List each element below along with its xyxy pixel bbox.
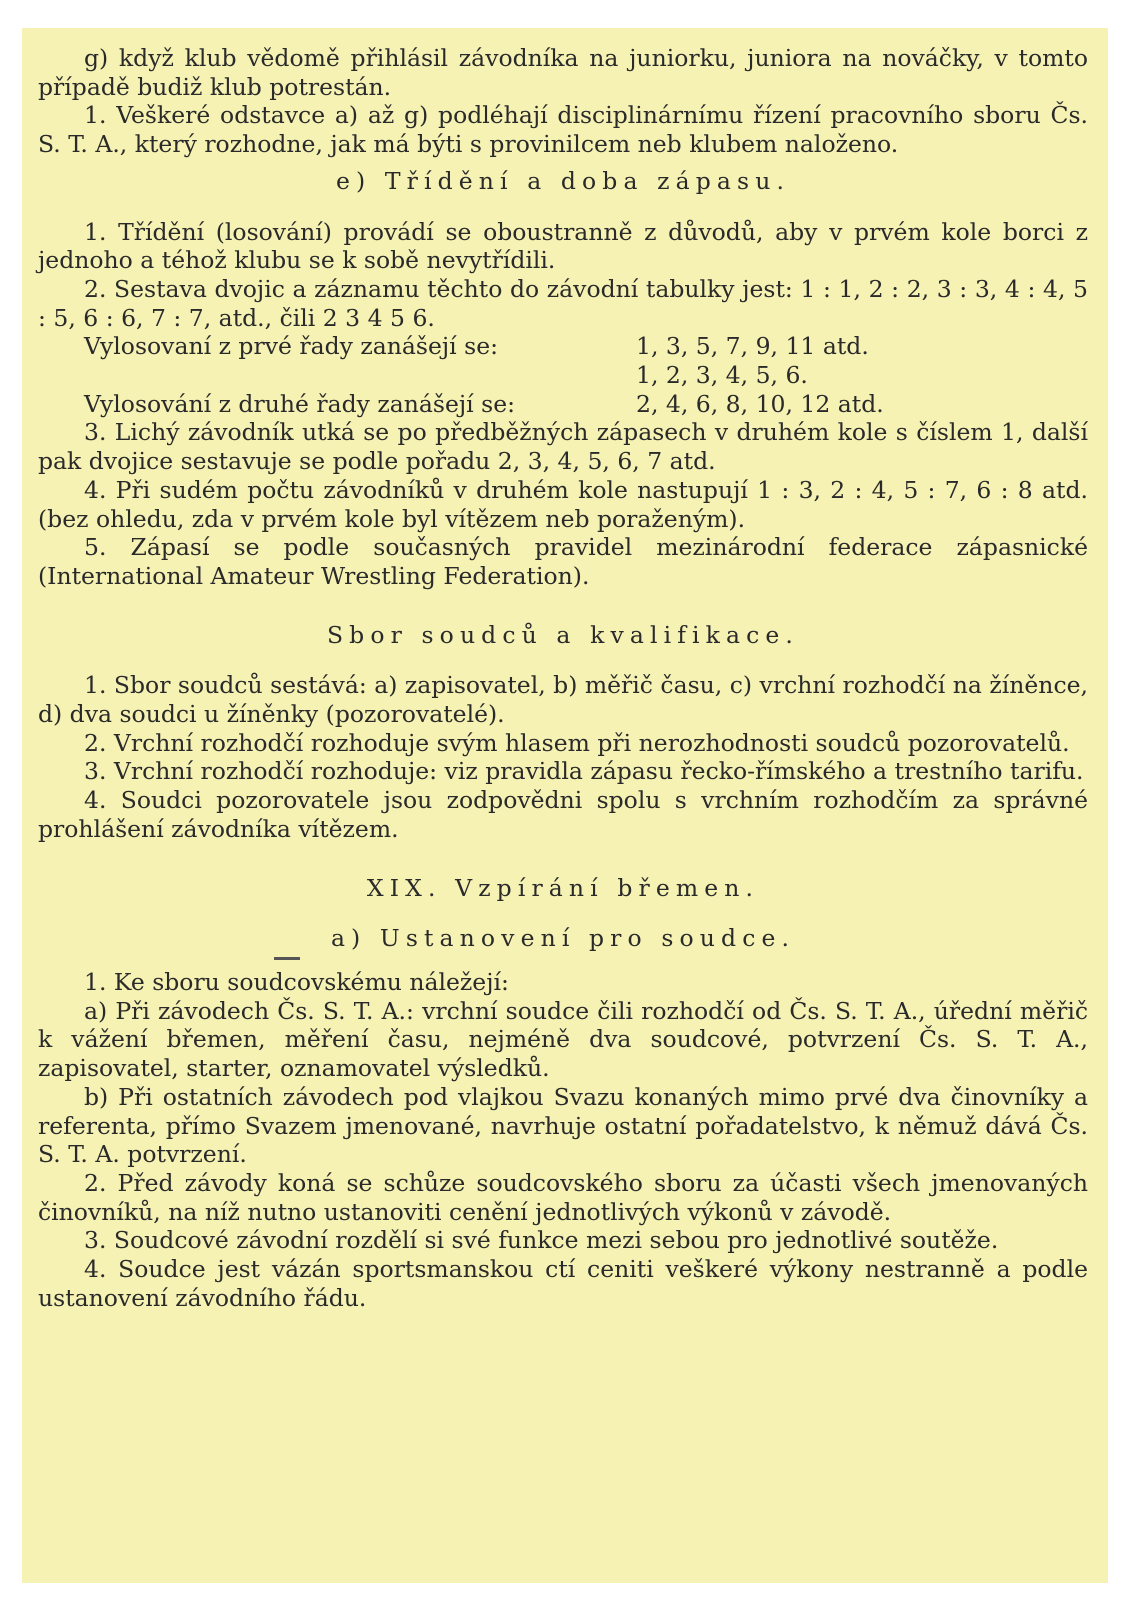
paragraph-sbor-3: 3. Vrchní rozhodčí rozhoduje: viz pravidla zápasu řecko-římského a trestního tarifu.: [84, 757, 1084, 786]
paragraph-trideni-4: 4. Při sudém počtu závodníků v druhém kole nastupují 1 : 3, 2 : 4, 5 : 7, 6 : 8 atd. (bez ohledu, zda v prvém kole byl vítězem neb poraženým).: [38, 475, 1088, 533]
paragraph-ustanoveni-2: 2. Před závody koná se schůze soudcovského sboru za účasti všech jmenovaných činovníků, na níž nutno ustanoviti cenění jednotlivých výkonů v závodě.: [38, 1168, 1088, 1226]
paragraph-trideni-2: 2. Sestava dvojic a záznamu těchto do závodní tabulky jest: 1 : 1, 2 : 2, 3 : 3, 4 : 4, 5 : 5, 6 : 6, 7 : 7, atd., čili 2 3 4 5 6.: [38, 274, 1088, 332]
paragraph-trideni-3: 3. Lichý závodník utká se po předběžných zápasech v druhém kole s číslem 1, další pak dvojice sestavuje se podle pořadu 2, 3, 4, 5, 6, 7 atd.: [38, 418, 1088, 476]
losovani-middle-value: 1, 2, 3, 4, 5, 6.: [636, 361, 808, 390]
losovani-row-first: [38, 332, 1088, 361]
paragraph-trideni-1: 1. Třídění (losování) provádí se oboustranně z důvodů, aby v prvém kole borci z jednoho a téhož klubu se k sobě nevytřídili.: [38, 217, 1088, 275]
section-heading-trideni: e) Třídění a doba zápasu.: [335, 166, 791, 195]
paragraph-ustanoveni-a: a) Při závodech Čs. S. T. A.: vrchní soudce čili rozhodčí od Čs. S. T. A., úřední měřič k vážení břemen, měření času, nejméně dva soudcové, potvrzení Čs. S. T. A., zapisovatel, starter, oznamovatel výsledků.: [38, 996, 1088, 1083]
paragraph-sbor-4: 4. Soudci pozorovatele jsou zodpovědni spolu s vrchním rozhodčím za správné prohlášení závodníka vítězem.: [38, 786, 1088, 843]
losovani-row-second: [38, 390, 1088, 419]
paragraph-sbor-1: 1. Sbor soudců sestává: a) zapisovatel, b) měřič času, c) vrchní rozhodčí na žíněnce, d) dva soudci u žíněnky (pozorovatelé).: [38, 671, 1088, 729]
document-page: [22, 28, 1108, 1583]
losovani-first-label: Vylosovaní z prvé řady zanášejí se:: [84, 332, 499, 361]
paragraph-ustanoveni-4: 4. Soudce jest vázán sportsmanskou ctí ceniti veškeré výkony nestranně a podle ustanovení závodního řádu.: [38, 1255, 1088, 1312]
paragraph-ustanoveni-1: 1. Ke sboru soudcovskému náležejí:: [84, 967, 509, 996]
paragraph-ustanoveni-3: 3. Soudcové závodní rozdělí si své funkce mezi sebou pro jednotlivé soutěže.: [84, 1226, 999, 1255]
paragraph-ustanoveni-b: b) Při ostatních závodech pod vlajkou Svazu konaných mimo prvé dva činovníky a referenta, přímo Svazem jmenované, navrhuje ostatní pořadatelstvo, k němuž dává Čs. S. T. A. potvrzení.: [38, 1082, 1088, 1169]
paragraph-disciplinary: 1. Veškeré odstavce a) až g) podléhají disciplinárnímu řízení pracovního sboru Čs. S. T. A., který rozhodne, jak má býti s provinilcem neb klubem naloženo.: [38, 101, 1088, 159]
losovani-first-value: 1, 3, 5, 7, 9, 11 atd.: [636, 332, 869, 361]
section-heading-ustanoveni: a) Ustanovení pro soudce.: [330, 924, 796, 953]
losovani-row-middle: [38, 361, 1088, 390]
paragraph-sbor-2: 2. Vrchní rozhodčí rozhoduje svým hlasem při nerozhodnosti soudců pozorovatelů.: [84, 728, 1070, 757]
section-heading-sbor: Sbor soudců a kvalifikace.: [326, 620, 800, 649]
paragraph-g: g) když klub vědomě přihlásil závodníka na juniorku, juniora na nováčky, v tomto případě budiž klub potrestán.: [38, 44, 1088, 101]
chapter-heading-xix: XIX. Vzpírání břemen.: [366, 873, 760, 902]
losovani-second-label: Vylosování z druhé řady zanášejí se:: [84, 389, 516, 418]
losovani-second-value: 2, 4, 6, 8, 10, 12 atd.: [636, 389, 884, 418]
paragraph-trideni-5: 5. Zápasí se podle současných pravidel mezinárodní federace zápasnické (International Amateur Wrestling Federation).: [38, 533, 1088, 590]
